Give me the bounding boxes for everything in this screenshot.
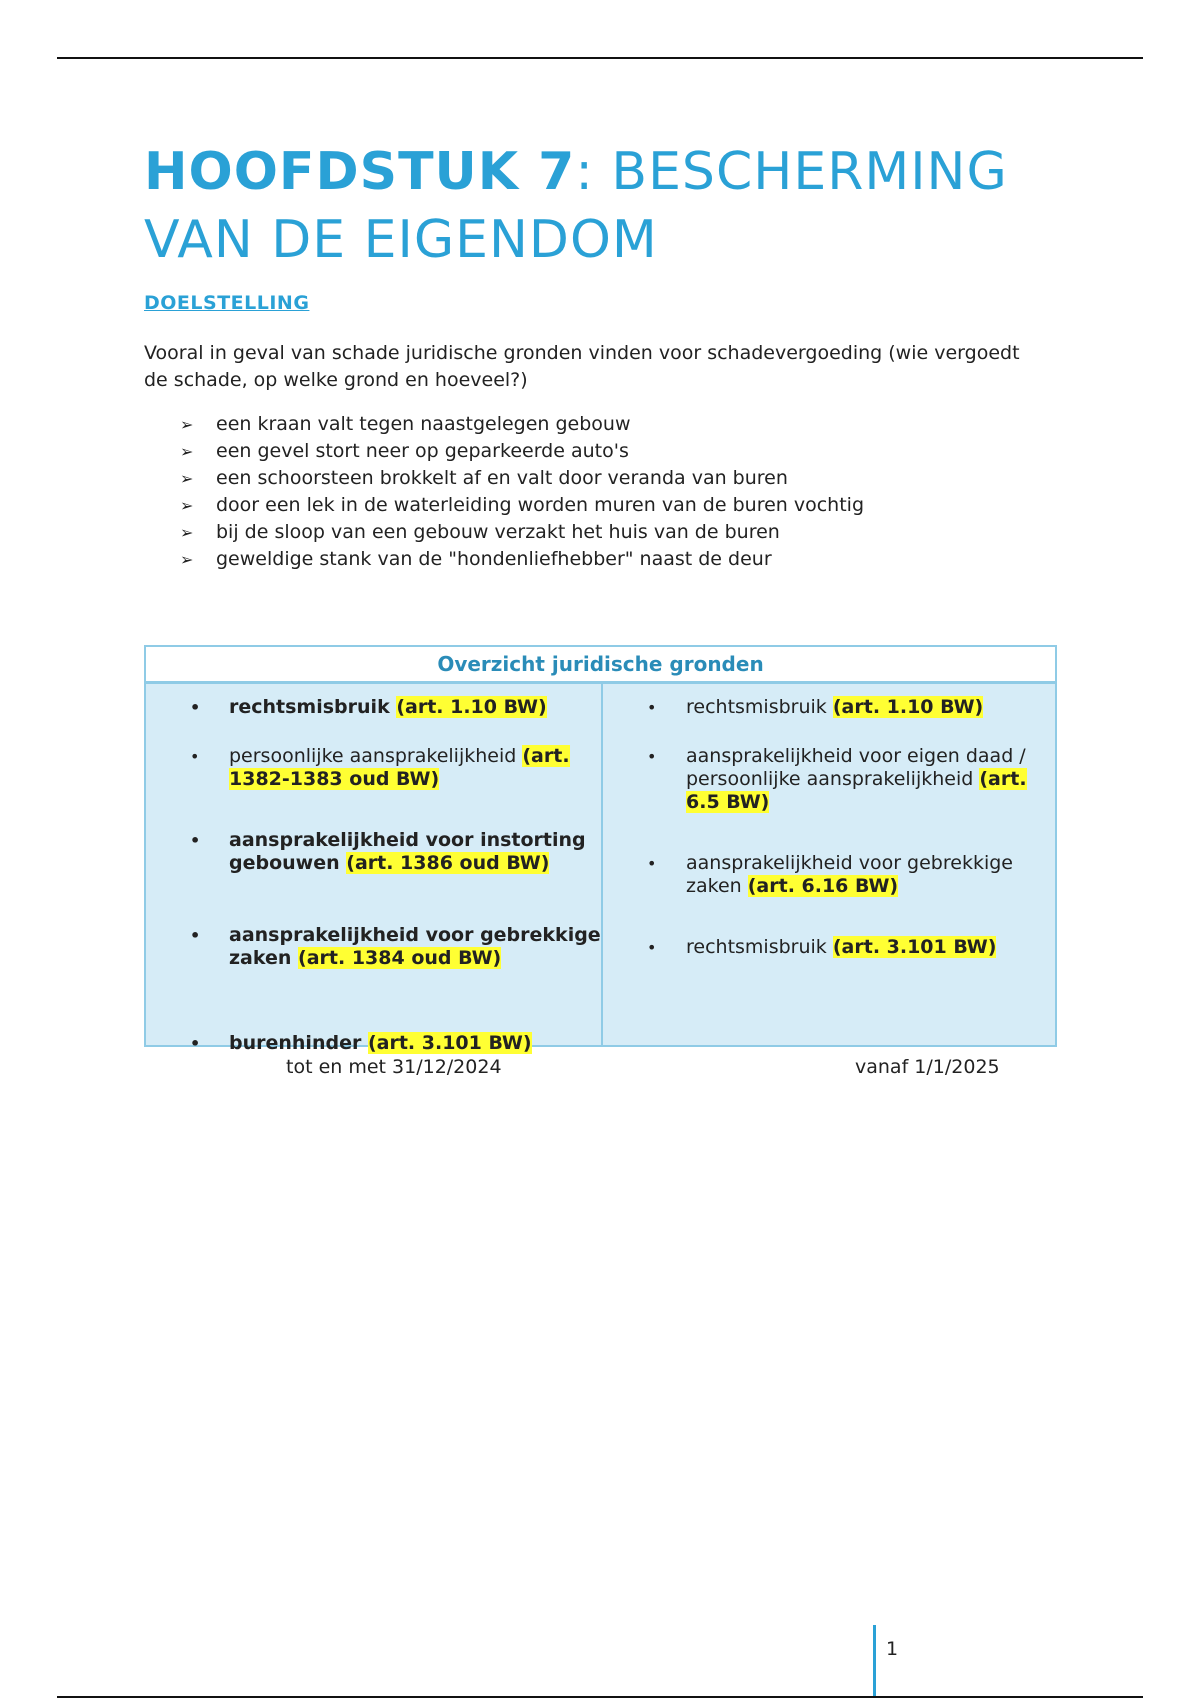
list-item bbox=[176, 465, 864, 492]
article-reference: (art. 1386 oud BW) bbox=[346, 852, 550, 874]
chapter-separator: : bbox=[575, 142, 594, 202]
list-item-text: geweldige stank van de "hondenliefhebber" naast de deur bbox=[216, 548, 772, 570]
new-law-column bbox=[603, 684, 1055, 1045]
header-rule bbox=[57, 57, 1143, 59]
old-law-column bbox=[146, 684, 603, 1054]
legal-ground-item bbox=[146, 829, 611, 875]
legal-ground-text: rechtsmisbruik bbox=[686, 696, 827, 718]
legal-ground-item bbox=[146, 745, 611, 791]
overview-table bbox=[144, 645, 1057, 1054]
article-reference: (art. 6.16 BW) bbox=[747, 875, 899, 897]
legal-ground-item bbox=[603, 852, 1069, 898]
arrow-bullet-icon: ➢ bbox=[180, 550, 194, 569]
legal-ground-text: rechtsmisbruik bbox=[686, 936, 827, 958]
objective-intro: Vooral in geval van schade juridische gronden vinden voor schadevergoeding (wie vergoedt de schade, op welke grond en hoeveel?) bbox=[144, 342, 1020, 391]
chapter-title-text: BESCHERMING VAN DE EIGENDOM bbox=[144, 142, 1008, 270]
objective-heading: DOELSTELLING bbox=[144, 292, 310, 314]
article-reference: (art. 1.10 BW) bbox=[396, 696, 547, 718]
legal-ground-text: aansprakelijkheid voor eigen daad / persoonlijke aansprakelijkheid bbox=[686, 745, 1026, 790]
old-law-caption: tot en met 31/12/2024 bbox=[286, 1056, 502, 1078]
legal-ground-item bbox=[146, 1032, 611, 1055]
list-item bbox=[176, 546, 864, 573]
arrow-bullet-icon: ➢ bbox=[180, 442, 194, 461]
arrow-bullet-icon: ➢ bbox=[180, 469, 194, 488]
article-reference: (art. 1382-1383 oud BW) bbox=[229, 745, 570, 790]
list-item bbox=[176, 492, 864, 519]
article-reference: (art. 3.101 BW) bbox=[832, 936, 997, 958]
bullet-icon: • bbox=[647, 698, 657, 717]
bullet-icon: • bbox=[190, 747, 200, 766]
list-item-text: een schoorsteen brokkelt af en valt door veranda van buren bbox=[216, 467, 788, 489]
legal-ground-text: aansprakelijkheid voor gebrekkige zaken bbox=[686, 852, 1013, 897]
list-item bbox=[176, 519, 864, 546]
chapter-title bbox=[144, 138, 1074, 274]
bullet-icon: • bbox=[190, 698, 201, 717]
legal-ground-item bbox=[603, 696, 1069, 719]
bullet-icon: • bbox=[647, 854, 657, 873]
legal-ground-text: burenhinder bbox=[229, 1032, 362, 1054]
bullet-icon: • bbox=[647, 747, 657, 766]
bullet-icon: • bbox=[647, 938, 657, 957]
bullet-icon: • bbox=[190, 831, 201, 850]
legal-ground-text: aansprakelijkheid voor gebrekkige zaken bbox=[229, 924, 601, 969]
bullet-icon: • bbox=[190, 926, 201, 945]
page-number-bar bbox=[873, 1625, 876, 1697]
legal-ground-item bbox=[603, 936, 1069, 959]
list-item-text: een gevel stort neer op geparkeerde auto's bbox=[216, 440, 629, 462]
article-reference: (art. 6.5 BW) bbox=[686, 768, 1027, 813]
new-law-caption: vanaf 1/1/2025 bbox=[855, 1056, 1000, 1078]
list-item bbox=[176, 438, 864, 465]
bullet-icon: • bbox=[190, 1034, 201, 1053]
article-reference: (art. 3.101 BW) bbox=[367, 1032, 532, 1054]
legal-ground-item bbox=[146, 924, 611, 970]
footer-rule bbox=[57, 1696, 1143, 1698]
article-reference: (art. 1384 oud BW) bbox=[298, 947, 502, 969]
legal-ground-text: persoonlijke aansprakelijkheid bbox=[229, 745, 517, 767]
list-item-text: een kraan valt tegen naastgelegen gebouw bbox=[216, 413, 631, 435]
legal-ground-text: aansprakelijkheid voor instorting gebouwen bbox=[229, 829, 586, 874]
example-list bbox=[176, 411, 864, 573]
list-item bbox=[176, 411, 864, 438]
article-reference: (art. 1.10 BW) bbox=[832, 696, 984, 718]
legal-ground-item bbox=[603, 745, 1069, 814]
chapter-label: HOOFDSTUK 7 bbox=[144, 142, 576, 202]
list-item-text: door een lek in de waterleiding worden muren van de buren vochtig bbox=[216, 494, 865, 516]
legal-ground-item bbox=[146, 696, 611, 719]
list-item-text: bij de sloop van een gebouw verzakt het huis van de buren bbox=[216, 521, 780, 543]
arrow-bullet-icon: ➢ bbox=[180, 496, 194, 515]
arrow-bullet-icon: ➢ bbox=[180, 523, 194, 542]
page-number: 1 bbox=[886, 1638, 899, 1660]
legal-ground-text: rechtsmisbruik bbox=[229, 696, 390, 718]
arrow-bullet-icon: ➢ bbox=[180, 415, 194, 434]
overview-header: Overzicht juridische gronden bbox=[146, 647, 1055, 684]
